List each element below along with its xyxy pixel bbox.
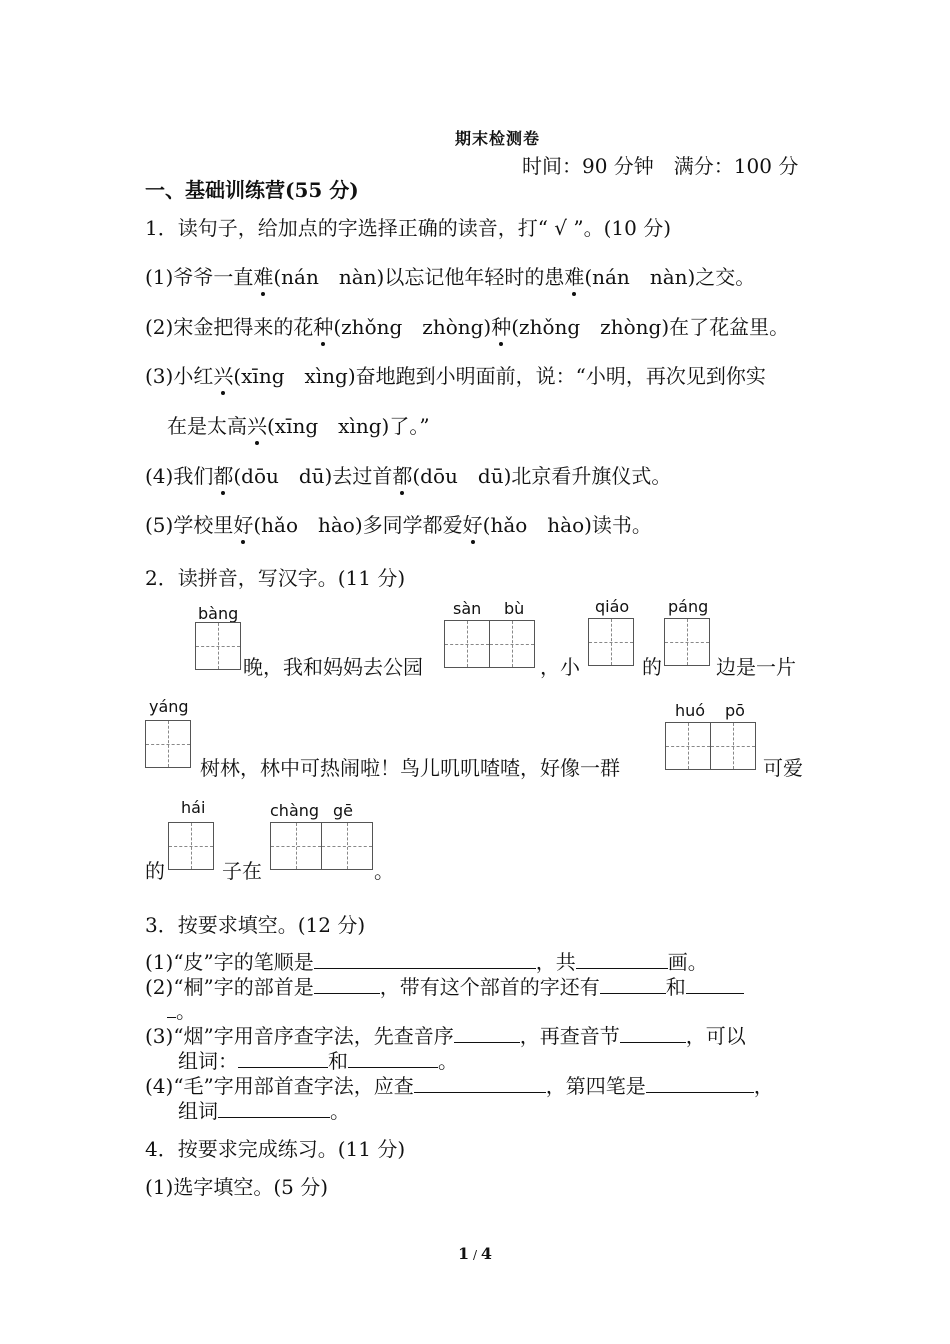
pinyin-label: chàng: [270, 801, 320, 820]
q1-item-text: 在是太高: [167, 414, 247, 438]
q3-line-2: [145, 971, 744, 1000]
answer-blank[interactable]: [620, 1024, 686, 1043]
char-box-group[interactable]: [168, 822, 214, 870]
dotted-char: 种: [313, 311, 333, 340]
answer-blank[interactable]: [576, 950, 668, 969]
char-box[interactable]: [270, 822, 322, 870]
q1-item-text: (nán nàn)以忘记他年轻时的患: [273, 265, 565, 289]
q3-text: ，可以: [685, 1024, 746, 1048]
q2-text: 晚，我和妈妈去公园: [243, 655, 423, 679]
q1-item-text: (3)小红: [145, 364, 214, 388]
q3-text: (4)“毛”字用部首查字法，应查: [145, 1074, 414, 1098]
q3-line-4-cont: [178, 1095, 350, 1124]
q1-item-text: (5)学校里: [145, 513, 234, 537]
char-box-group[interactable]: [270, 822, 373, 870]
char-box[interactable]: [145, 720, 191, 768]
q2-text: 子在: [222, 859, 262, 883]
pinyin-label: sàn: [453, 599, 482, 618]
dotted-char: 兴: [213, 360, 233, 389]
q1-item-text: (1)爷爷一直: [145, 265, 254, 289]
answer-blank[interactable]: [314, 975, 380, 994]
char-box[interactable]: [710, 722, 756, 770]
char-box[interactable]: [665, 722, 711, 770]
pinyin-label: bù: [504, 599, 525, 618]
q2-text: 可爱: [763, 756, 803, 780]
q3-text: ，再查音节: [519, 1024, 620, 1048]
q2-text: 边是一片: [716, 655, 796, 679]
pinyin-label: páng: [668, 597, 709, 616]
char-box[interactable]: [444, 620, 490, 668]
q3-text: (1)“皮”字的笔顺是: [145, 950, 314, 974]
current-page: 1: [458, 1244, 470, 1263]
section-heading: 一、基础训练营(55 分): [145, 178, 359, 202]
pinyin-label: hái: [181, 798, 206, 817]
q3-text: 组词：: [178, 1049, 238, 1073]
q1-item-5: [145, 509, 652, 538]
q1-item-text: (hǎo hào)读书。: [482, 513, 652, 537]
page-separator: /: [469, 1248, 481, 1262]
time-score-info: 时间：90 分钟 满分：100 分: [522, 154, 799, 178]
q3-text: 画。: [667, 950, 708, 974]
dotted-char: 种: [491, 311, 511, 340]
answer-blank[interactable]: [414, 1074, 546, 1093]
char-box-group[interactable]: [195, 622, 241, 670]
pinyin-label: pō: [725, 701, 745, 720]
pinyin-label: huó: [675, 701, 706, 720]
answer-blank[interactable]: [238, 1049, 328, 1068]
q3-text: (2)“桐”字的部首是: [145, 975, 314, 999]
q1-item-text: (xīng xìng)了。”: [267, 414, 430, 438]
total-pages: 4: [480, 1244, 492, 1263]
answer-blank[interactable]: [218, 1099, 330, 1118]
q1-item-text: (nán nàn)之交。: [584, 265, 756, 289]
pinyin-label: qiáo: [595, 597, 630, 616]
question-2-title: 2．读拼音，写汉字。(11 分): [145, 566, 406, 590]
q3-text: 。: [330, 1099, 350, 1123]
answer-blank[interactable]: [348, 1049, 438, 1068]
q3-text: (3)“烟”字用音序查字法，先查音序: [145, 1024, 454, 1048]
answer-blank[interactable]: [646, 1074, 754, 1093]
q1-item-4: [145, 460, 671, 489]
q3-text: ，第四笔是: [545, 1074, 646, 1098]
question-4-title: 4．按要求完成练习。(11 分): [145, 1137, 406, 1161]
char-box[interactable]: [664, 618, 710, 666]
char-box-group[interactable]: [664, 618, 710, 666]
answer-blank[interactable]: [314, 950, 536, 969]
question-3-title: 3．按要求填空。(12 分): [145, 913, 366, 937]
dotted-char: 难: [253, 261, 273, 290]
char-box[interactable]: [168, 822, 214, 870]
q1-item-text: (dōu dū)北京看升旗仪式。: [412, 464, 672, 488]
pinyin-label: bàng: [198, 604, 239, 623]
page-number: [0, 1244, 950, 1263]
answer-blank[interactable]: [167, 999, 176, 1018]
q1-item-2: [145, 311, 789, 340]
dotted-char: 好: [463, 509, 483, 538]
char-box-group[interactable]: [665, 722, 756, 770]
document-title: 期末检测卷: [454, 129, 540, 148]
q2-text: 。: [374, 859, 394, 883]
q1-item-text: (hǎo hào)多同学都爱: [253, 513, 463, 537]
q1-item-text: (dōu dū)去过首: [233, 464, 393, 488]
q2-text: ，小: [540, 655, 580, 679]
q1-item-text: (zhǒng zhòng): [333, 315, 492, 339]
dotted-char: 都: [213, 460, 233, 489]
answer-blank[interactable]: [686, 975, 744, 994]
q3-text: 和: [665, 975, 686, 999]
q1-item-text: (xīng xìng)奋地跑到小明面前，说：“小明，再次见到你实: [233, 364, 766, 388]
char-box[interactable]: [195, 622, 241, 670]
q3-text: ，带有这个部首的字还有: [379, 975, 600, 999]
dotted-char: 难: [564, 261, 584, 290]
dotted-char: 都: [392, 460, 412, 489]
q1-item-1: [145, 261, 755, 290]
q3-text: 和: [328, 1049, 348, 1073]
char-box[interactable]: [489, 620, 535, 668]
q3-text: 组词: [178, 1099, 218, 1123]
q3-text: ，: [753, 1074, 774, 1098]
answer-blank[interactable]: [454, 1024, 520, 1043]
q2-text: 的: [642, 655, 662, 679]
char-box[interactable]: [321, 822, 373, 870]
q1-item-3: [145, 360, 766, 389]
q4-sub-1: (1)选字填空。(5 分): [145, 1175, 329, 1199]
q3-text: 。: [176, 999, 196, 1023]
dotted-char: 好: [233, 509, 253, 538]
char-box-group[interactable]: [588, 618, 634, 666]
char-box-group[interactable]: [444, 620, 535, 668]
answer-blank[interactable]: [600, 975, 666, 994]
q2-text: 的: [145, 859, 165, 883]
question-1-title: 1．读句子，给加点的字选择正确的读音，打“ √ ”。(10 分): [145, 216, 672, 240]
q1-item-3-cont: [167, 410, 430, 439]
q1-item-text: (zhǒng zhòng)在了花盆里。: [511, 315, 790, 339]
pinyin-label: gē: [333, 801, 353, 820]
q1-item-text: (2)宋金把得来的花: [145, 315, 314, 339]
char-box-group[interactable]: [145, 720, 191, 768]
pinyin-label: yáng: [149, 697, 189, 716]
q2-text: 树林，林中可热闹啦！鸟儿叽叽喳喳，好像一群: [200, 756, 620, 780]
dotted-char: 兴: [247, 410, 267, 439]
q3-text: ，共: [535, 950, 576, 974]
q1-item-text: (4)我们: [145, 464, 214, 488]
q3-text: 。: [438, 1049, 458, 1073]
char-box[interactable]: [588, 618, 634, 666]
